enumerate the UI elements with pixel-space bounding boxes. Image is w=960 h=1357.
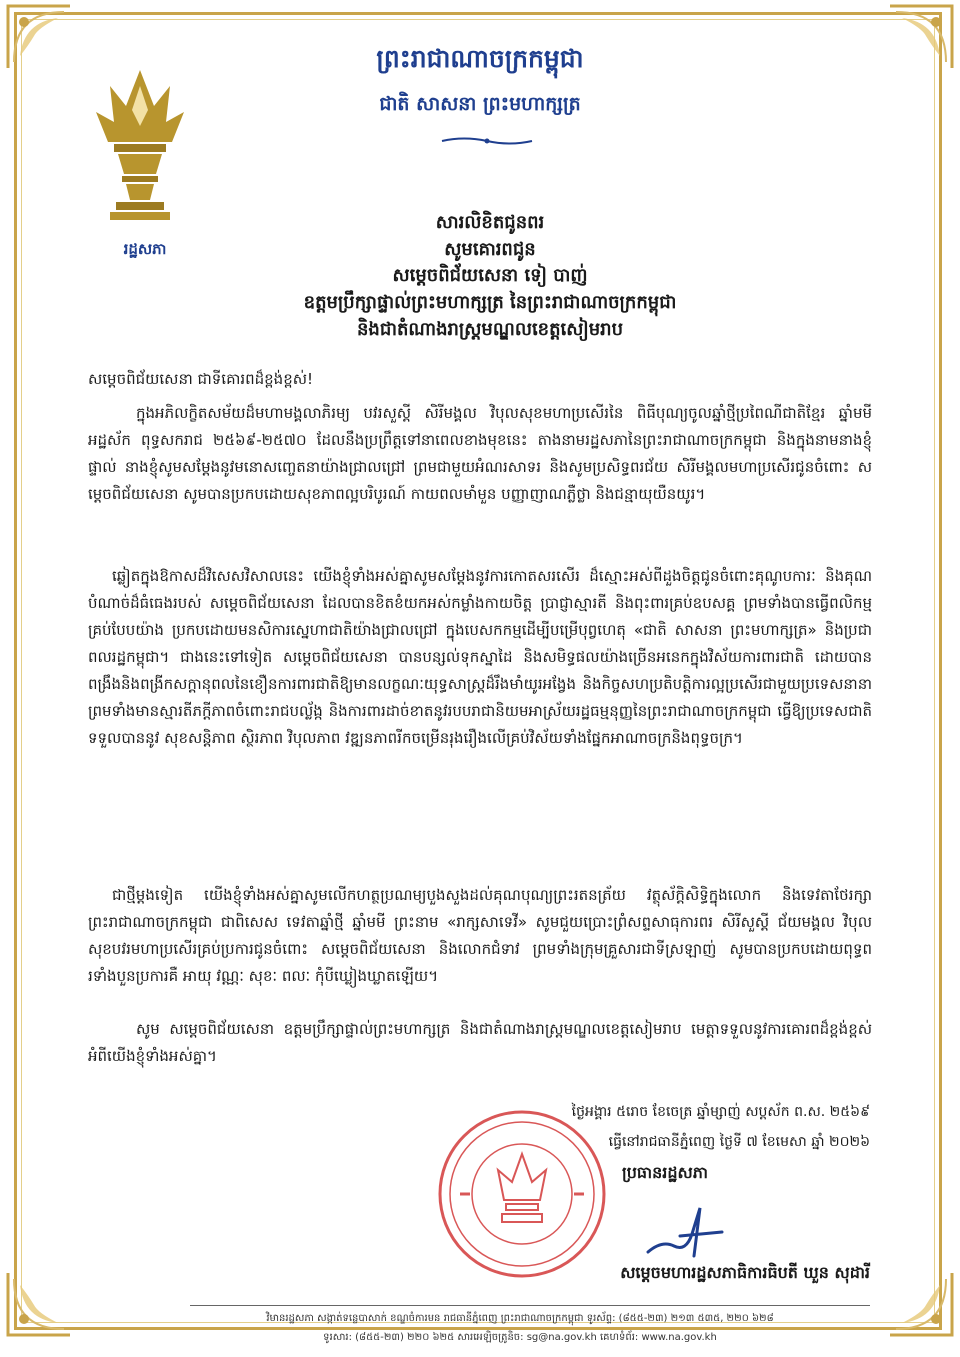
recipient-title: ឧត្តមប្រឹក្សាផ្ទាល់ព្រះមហាក្សត្រ នៃព្រះរាជាណាចក្រកម្ពុជា <box>303 292 677 313</box>
recipient-constituency: និងជាតំណាងរាស្ត្រមណ្ឌលខេត្តសៀមរាប <box>356 319 624 340</box>
place-and-date: ធ្វើនៅរាជធានីភ្នំពេញ ថ្ងៃទី ៧ ខែមេសា ឆ្នាំ ២០២៦ <box>608 1134 870 1150</box>
letter-addressed-to: សូមគោរពជូន <box>444 239 536 260</box>
paragraph-new-year-wishes: ក្នុងអភិលក្ខិតសម័យដ៏មហាមង្គលាភិរម្យ បវរសួស្តី សិរីមង្គល វិបុលសុខមហាប្រសើរនៃ ពិធីបុណ្យចូលឆ្នាំថ្មីប្រពៃណីជាតិខ្មែរ ឆ្នាំមមី អដ្ឋស័ក ពុទ្ធសករាជ ២៥៦៩-២៥៧០ ដែលនឹងប្រព្រឹត្តទៅនាពេលខាងមុខនេះ តាងនាមរដ្ឋសភានៃព្រះរាជាណាចក្រកម្ពុជា និងក្នុងនាមនាងខ្ញុំផ្ទាល់ នាងខ្ញុំសូមសម្តែងនូវមនោសញ្ចេតនាយ៉ាងជ្រាលជ្រៅ ព្រមជាមួយអំណរសាទរ និងសូមប្រសិទ្ធពរជ័យ សិរីមង្គលមហាប្រសើរជូនចំពោះ សម្តេចពិជ័យសេនា សូមបានប្រកបដោយសុខភាពល្អបរិបូរណ៍ កាយពលមាំមួន បញ្ញាញាណភ្លឺថ្លា និងជន្មាយុយឺនយូរ។ <box>88 404 872 503</box>
footer-divider <box>190 1305 870 1306</box>
corner-ornament-bottom-left <box>4 1269 74 1339</box>
footer-contact: ទូរសារ: (៨៥៥-២៣) ២២០ ៦២៥ សារអេឡិចត្រូនិច: sg@na.gov.kh គេហទំព័រ: www.na.gov.kh <box>323 1332 717 1343</box>
letter-title: សារលិខិតជូនពរ <box>435 212 545 233</box>
signer-name: សម្តេចមហារដ្ឋសភាធិការធិបតី ឃួន សុដារី <box>620 1263 870 1282</box>
paragraph-appreciation: ឆ្លៀតក្នុងឱកាសដ៏វិសេសវិសាលនេះ យើងខ្ញុំទាំងអស់គ្នាសូមសម្តែងនូវការកោតសរសើរ ដ៏ស្មោះអស់ពីដួងចិត្តជូនចំពោះគុណូបការៈ និងគុណបំណាច់ដ៏ធំធេងរបស់ សម្តេចពិជ័យសេនា ដែលបានខិតខំយកអស់កម្លាំងកាយចិត្ត ប្រាជ្ញាស្មារតី និងពុះពារគ្រប់ឧបសគ្គ ព្រមទាំងបានធ្វើពលិកម្មគ្រប់បែបយ៉ាង ប្រកបដោយមនសិការស្នេហាជាតិយ៉ាងជ្រាលជ្រៅ ក្នុងបេសកកម្មដើម្បីបម្រើបុព្វហេតុ «ជាតិ សាសនា ព្រះមហាក្សត្រ» និងប្រជាពលរដ្ឋកម្ពុជា។ ជាងនេះទៅទៀត សម្តេចពិជ័យសេនា បានបន្សល់ទុកស្នាដៃ និងសមិទ្ធផលយ៉ាងច្រើនអនេកក្នុងវិស័យការពារជាតិ ដោយបានពង្រឹងនិងពង្រីកសក្តានុពលនៃខឿនការពារជាតិឱ្យមានលក្ខណៈយុទ្ធសាស្ត្រដ៏រឹងមាំយូរអង្វែង និងកិច្ចសហប្រតិបត្តិការល្អប្រសើរជាមួយប្រទេសនានា ព្រមទាំងមានស្មារតីភក្តីភាពចំពោះរាជបល្ល័ង្ក និងការពារដាច់ខាតនូវរបបរាជានិយមអាស្រ័យរដ្ឋធម្មនុញ្ញនៃព្រះរាជាណាចក្រកម្ពុជា ធ្វើឱ្យប្រទេសជាតិទទួលបាននូវ សុខសន្តិភាព ស្ថិរភាព វិបុលភាព វឌ្ឍនភាពរីកចម្រើនរុងរឿងលើគ្រប់វិស័យទាំងផ្នែកអាណាចក្រនិងពុទ្ធចក្រ។ <box>88 567 872 747</box>
national-assembly-emblem-icon <box>92 66 188 226</box>
footer-address: វិមានរដ្ឋសភា សង្កាត់ទន្លេបាសាក់ ខណ្ឌចំការមន រាជធានីភ្នំពេញ ព្រះរាជាណាចក្រកម្ពុជា ទូរស័ព្ទ: (៨៥៥-២៣) ២១៣ ៥៣៥, ២២០ ៦២៨ <box>266 1313 774 1324</box>
paragraph-blessings: ជាថ្មីម្តងទៀត យើងខ្ញុំទាំងអស់គ្នាសូមលើកហត្ថប្រណម្យបួងសួងដល់គុណបុណ្យព្រះរតនត្រ័យ វត្ថុស័ក្តិសិទ្ធិក្នុងលោក និងទេវតាថែរក្សាព្រះរាជាណាចក្រកម្ពុជា ជាពិសេស ទេវតាឆ្នាំថ្មី ឆ្នាំមមី ព្រះនាម «រាក្សសាទេវី» សូមជួយប្រោះព្រំសព្ទសាធុការពរ សិរីសួស្តី ជ័យមង្គល វិបុលសុខបវរមហាប្រសើរគ្រប់ប្រការជូនចំពោះ សម្តេចពិជ័យសេនា និងលោកជំទាវ ព្រមទាំងក្រុមគ្រួសារជាទីស្រឡាញ់ សូមបានប្រកបដោយពុទ្ធពរទាំងបួនប្រការគឺ អាយុ វណ្ណៈ សុខៈ ពលៈ កុំបីឃ្លៀងឃ្លាតឡើយ។ <box>88 886 872 985</box>
paragraph-closing: សូម សម្តេចពិជ័យសេនា ឧត្តមប្រឹក្សាផ្ទាល់ព្រះមហាក្សត្រ និងជាតំណាងរាស្ត្រមណ្ឌលខេត្តសៀមរាប មេត្តាទទួលនូវការគោរពដ៏ខ្ពង់ខ្ពស់អំពីយើងខ្ញុំទាំងអស់គ្នា។ <box>88 1020 872 1065</box>
signer-role: ប្រធានរដ្ឋសភា <box>621 1163 708 1182</box>
national-motto: ជាតិ សាសនា ព្រះមហាក្សត្រ <box>379 93 581 115</box>
corner-ornament-bottom-right <box>886 1269 956 1339</box>
salutation: សម្តេចពិជ័យសេនា ជាទីគោរពដ៏ខ្ពង់ខ្ពស់! <box>88 370 314 388</box>
kingdom-heading: ព្រះរាជាណាចក្រកម្ពុជា <box>376 44 584 73</box>
recipient-name: សម្តេចពិជ័យសេនា ទៀ បាញ់ <box>392 265 588 286</box>
handwritten-signature-icon <box>640 1200 730 1270</box>
lunar-date: ថ្ងៃអង្គារ ៥រោច ខែចេត្រ ឆ្នាំម្សាញ់ សប្តស័ក ព.ស. ២៥៦៩ <box>571 1104 870 1120</box>
institution-label: រដ្ឋសភា <box>123 240 167 258</box>
ornamental-divider-icon <box>440 136 534 146</box>
